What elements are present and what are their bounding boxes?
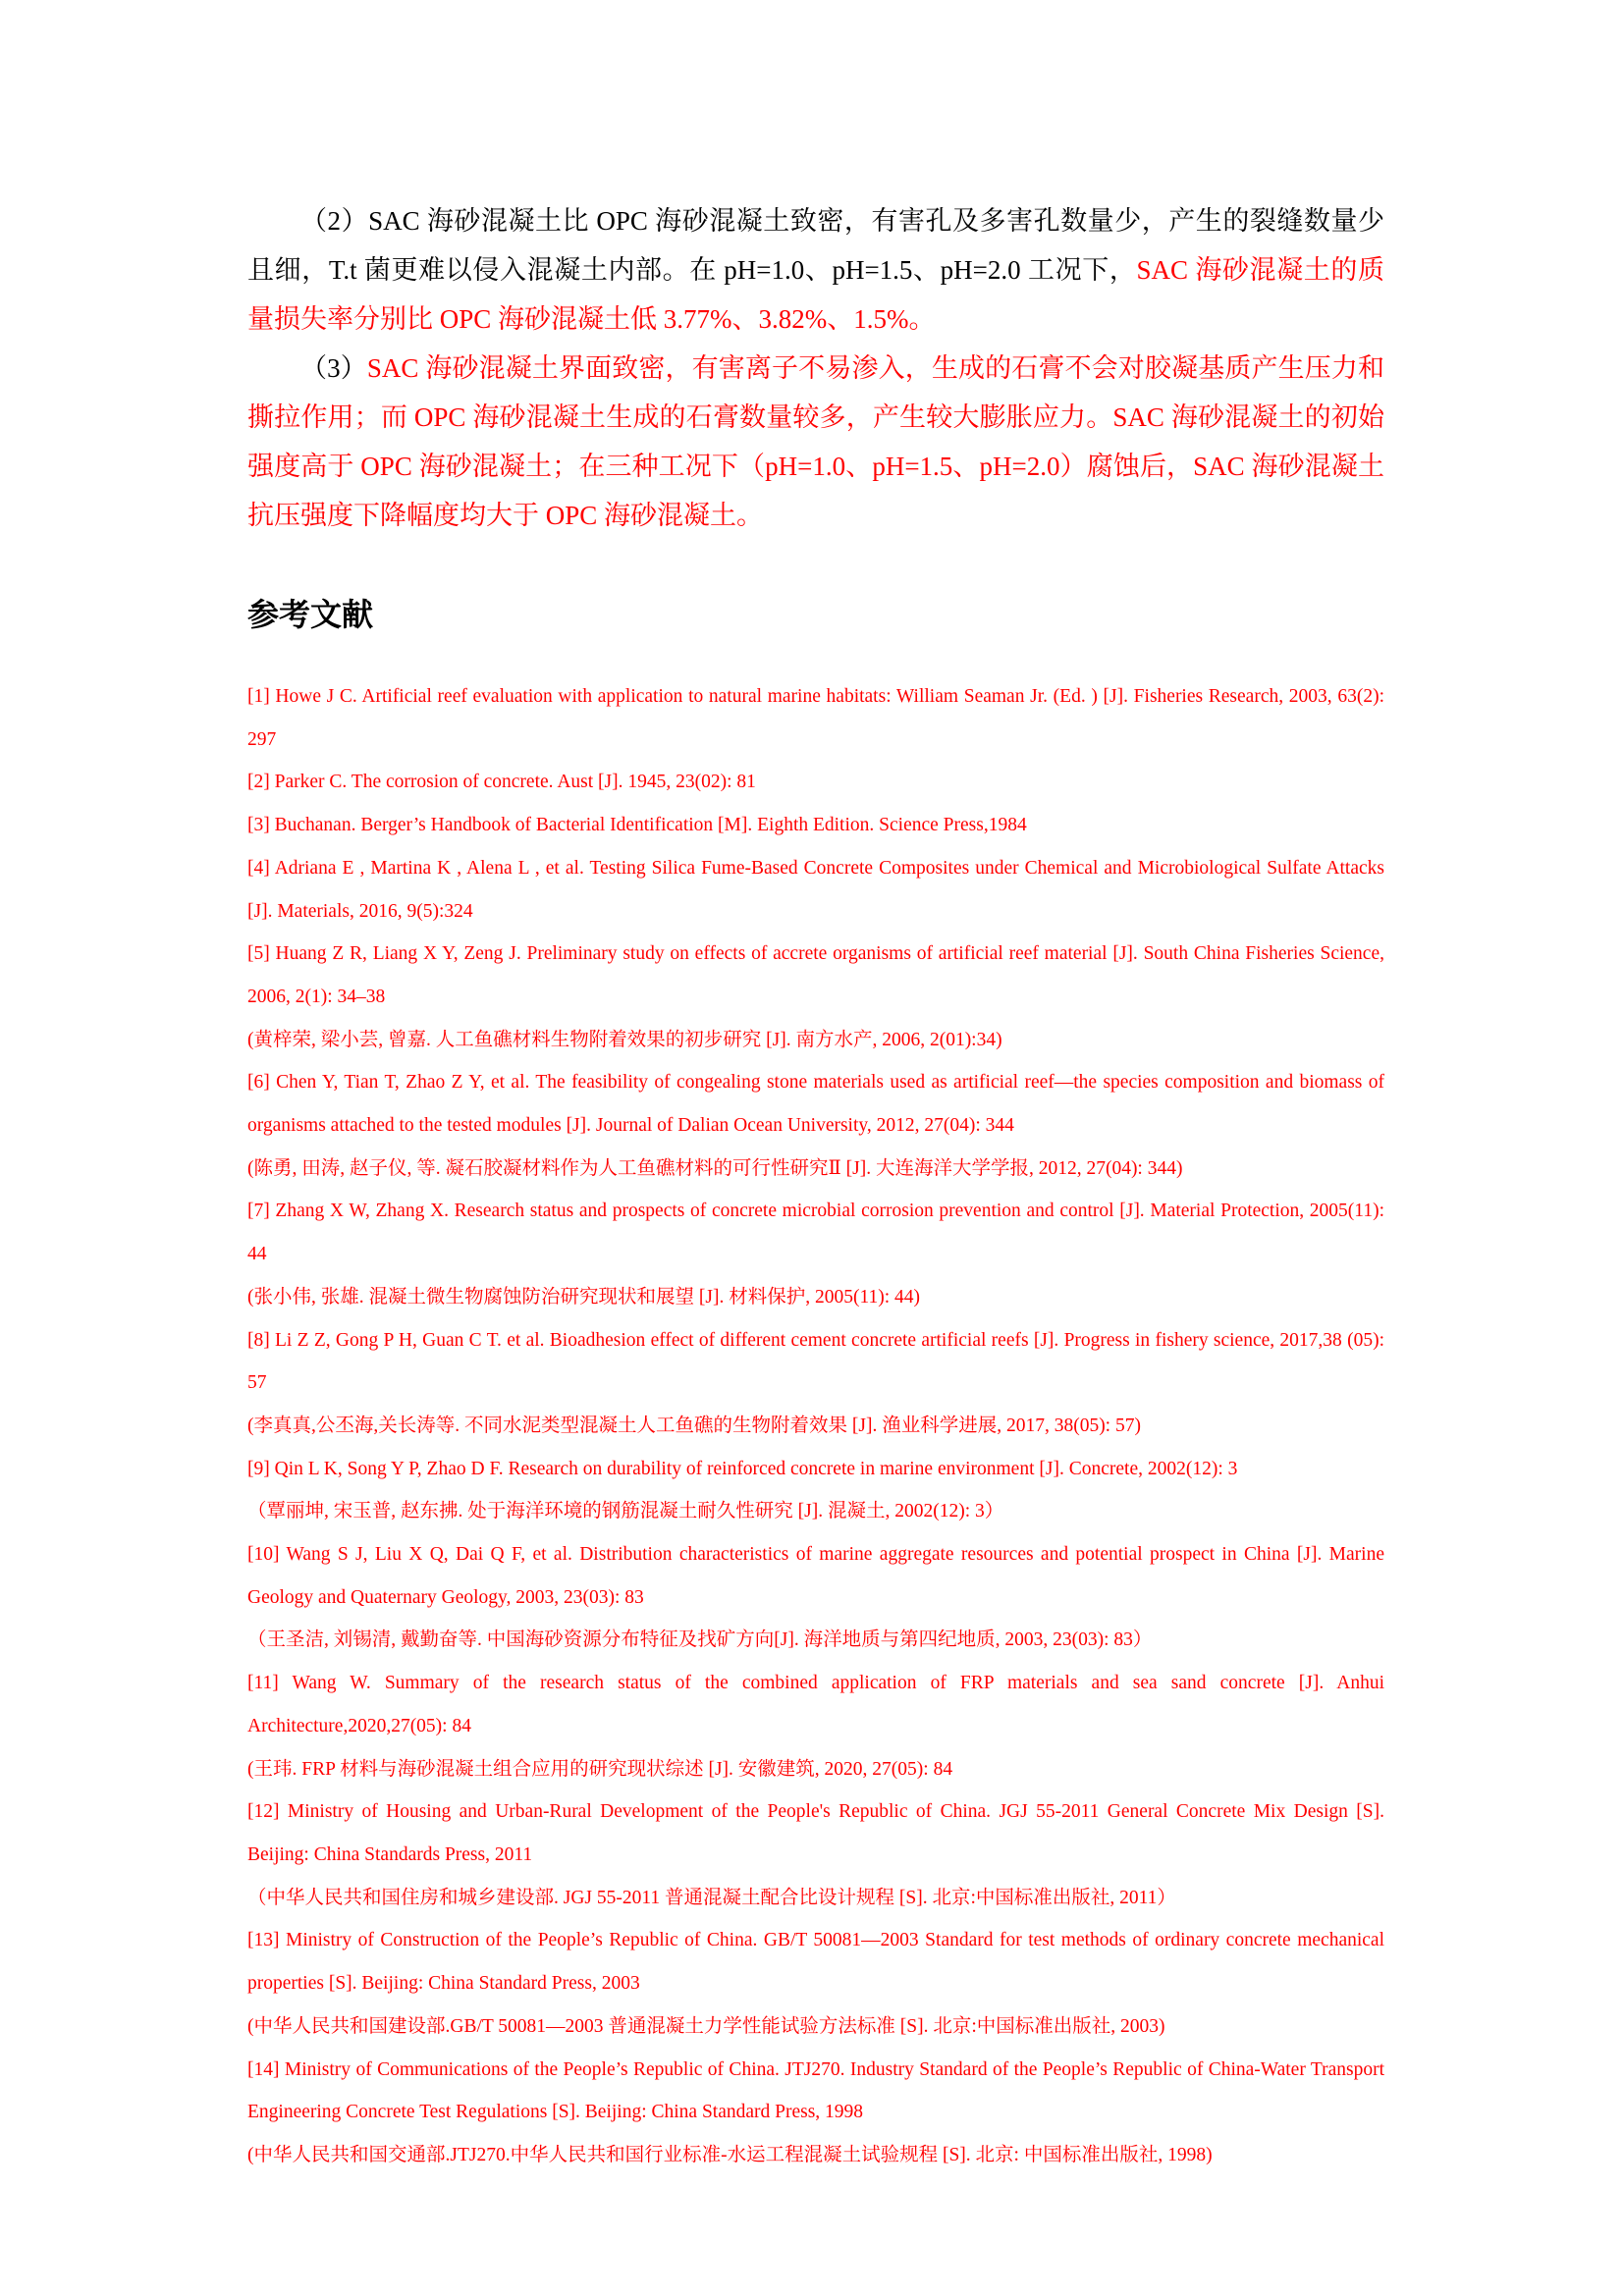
- reference-item: [5] Huang Z R, Liang X Y, Zeng J. Preliminary study on effects of accrete organisms of artificial reef material [J]. South China Fisheries Science, 2006, 2(1): 34–38: [247, 943, 1384, 1007]
- reference-item: [14] Ministry of Communications of the People’s Republic of China. JTJ270. Industry Standard of the People’s Republic of China-Water Transport Engineering Concrete Test Regulations [S]. Beijing: China Standard Press, 1998: [247, 2058, 1384, 2123]
- reference-item-translation: (中华人民共和国交通部.JTJ270.中华人民共和国行业标准-水运工程混凝土试验规程 [S]. 北京: 中国标准出版社, 1998): [247, 2144, 1213, 2165]
- reference-list: [247, 675, 1384, 2177]
- reference-item: [10] Wang S J, Liu X Q, Dai Q F, et al. Distribution characteristics of marine aggregate resources and potential prospect in China [J]. Marine Geology and Quaternary Geology, 2003, 23(03): 83: [247, 1544, 1384, 1608]
- conclusion-3-highlight: SAC 海砂混凝土界面致密，有害离子不易渗入，生成的石膏不会对胶凝基质产生压力和撕拉作用；而 OPC 海砂混凝土生成的石膏数量较多，产生较大膨胀应力。SAC 海砂混凝土的初始强度高于 OPC 海砂混凝土；在三种工况下（pH=1.0、pH=1.5、pH=2.0）腐蚀后，SAC 海砂混凝土抗压强度下降幅度均大于 OPC 海砂混凝土。: [247, 353, 1384, 530]
- reference-item-translation: (王玮. FRP 材料与海砂混凝土组合应用的研究现状综述 [J]. 安徽建筑, 2020, 27(05): 84: [247, 1758, 953, 1780]
- reference-item: [8] Li Z Z, Gong P H, Guan C T. et al. Bioadhesion effect of different cement concrete artificial reefs [J]. Progress in fishery science, 2017,38 (05): 57: [247, 1329, 1384, 1394]
- conclusion-3-text: （3）: [300, 353, 367, 383]
- reference-item: [12] Ministry of Housing and Urban-Rural Development of the People's Republic of China. JGJ 55-2011 General Concrete Mix Design [S]. Beijing: China Standards Press, 2011: [247, 1801, 1384, 1865]
- reference-item-translation: (黄梓荣, 梁小芸, 曾嘉. 人工鱼礁材料生物附着效果的初步研究 [J]. 南方水产, 2006, 2(01):34): [247, 1029, 1002, 1050]
- reference-item: [2] Parker C. The corrosion of concrete. Aust [J]. 1945, 23(02): 81: [247, 772, 756, 793]
- reference-item-translation: （王圣洁, 刘锡清, 戴勤奋等. 中国海砂资源分布特征及找矿方向[J]. 海洋地质与第四纪地质, 2003, 23(03): 83）: [247, 1629, 1153, 1651]
- reference-item-translation: （中华人民共和国住房和城乡建设部. JGJ 55-2011 普通混凝土配合比设计规程 [S]. 北京:中国标准出版社, 2011）: [247, 1887, 1176, 1908]
- conclusion-2-highlight: SAC 海砂混凝土的质量损失率分别比 OPC 海砂混凝土低 3.77%、3.82%、1.5%。: [247, 255, 1384, 334]
- conclusion-paragraph-3: [247, 344, 1384, 540]
- reference-item-translation: (中华人民共和国建设部.GB/T 50081—2003 普通混凝土力学性能试验方法标准 [S]. 北京:中国标准出版社, 2003): [247, 2015, 1165, 2037]
- reference-item: [7] Zhang X W, Zhang X. Research status and prospects of concrete microbial corrosion prevention and control [J]. Material Protection, 2005(11): 44: [247, 1201, 1384, 1265]
- reference-item: [1] Howe J C. Artificial reef evaluation with application to natural marine habitats: William Seaman Jr. (Ed. ) [J]. Fisheries Research, 2003, 63(2): 297: [247, 686, 1384, 750]
- reference-item-translation: (张小伟, 张雄. 混凝土微生物腐蚀防治研究现状和展望 [J]. 材料保护, 2005(11): 44): [247, 1286, 920, 1308]
- reference-item: [13] Ministry of Construction of the People’s Republic of China. GB/T 50081—2003 Standard for test methods of ordinary concrete mechanical properties [S]. Beijing: China Standard Press, 2003: [247, 1930, 1384, 1995]
- reference-item: [4] Adriana E , Martina K , Alena L , et al. Testing Silica Fume-Based Concrete Composites under Chemical and Microbiological Sulfate Attacks [J]. Materials, 2016, 9(5):324: [247, 857, 1384, 922]
- reference-item: [9] Qin L K, Song Y P, Zhao D F. Research on durability of reinforced concrete in marine environment [J]. Concrete, 2002(12): 3: [247, 1458, 1238, 1479]
- conclusion-2-text: （2）SAC 海砂混凝土比 OPC 海砂混凝土致密，有害孔及多害孔数量少，产生的裂缝数量少且细，T.t 菌更难以侵入混凝土内部。在 pH=1.0、pH=1.5、pH=2.0 工况下，: [247, 206, 1384, 285]
- reference-item-translation: (陈勇, 田涛, 赵子仪, 等. 凝石胶凝材料作为人工鱼礁材料的可行性研究Ⅱ [J]. 大连海洋大学学报, 2012, 27(04): 344): [247, 1157, 1183, 1179]
- reference-item: [6] Chen Y, Tian T, Zhao Z Y, et al. The feasibility of congealing stone materials used as artificial reef—the species composition and biomass of organisms attached to the tested modules [J]. Journal of Dalian Ocean University, 2012, 27(04): 344: [247, 1072, 1384, 1137]
- document-page: [247, 196, 1384, 2177]
- reference-item-translation: （覃丽坤, 宋玉普, 赵东拂. 处于海洋环境的钢筋混凝土耐久性研究 [J]. 混凝土, 2002(12): 3）: [247, 1501, 1004, 1522]
- references-heading: 参考文献: [247, 596, 374, 633]
- reference-item-translation: (李真真,公丕海,关长涛等. 不同水泥类型混凝土人工鱼礁的生物附着效果 [J]. 渔业科学进展, 2017, 38(05): 57): [247, 1415, 1141, 1436]
- reference-item: [3] Buchanan. Berger’s Handbook of Bacterial Identification [M]. Eighth Edition. Science Press,1984: [247, 815, 1027, 836]
- reference-item: [11] Wang W. Summary of the research status of the combined application of FRP materials and sea sand concrete [J]. Anhui Architecture,2020,27(05): 84: [247, 1673, 1384, 1736]
- conclusion-paragraph-2: [247, 196, 1384, 344]
